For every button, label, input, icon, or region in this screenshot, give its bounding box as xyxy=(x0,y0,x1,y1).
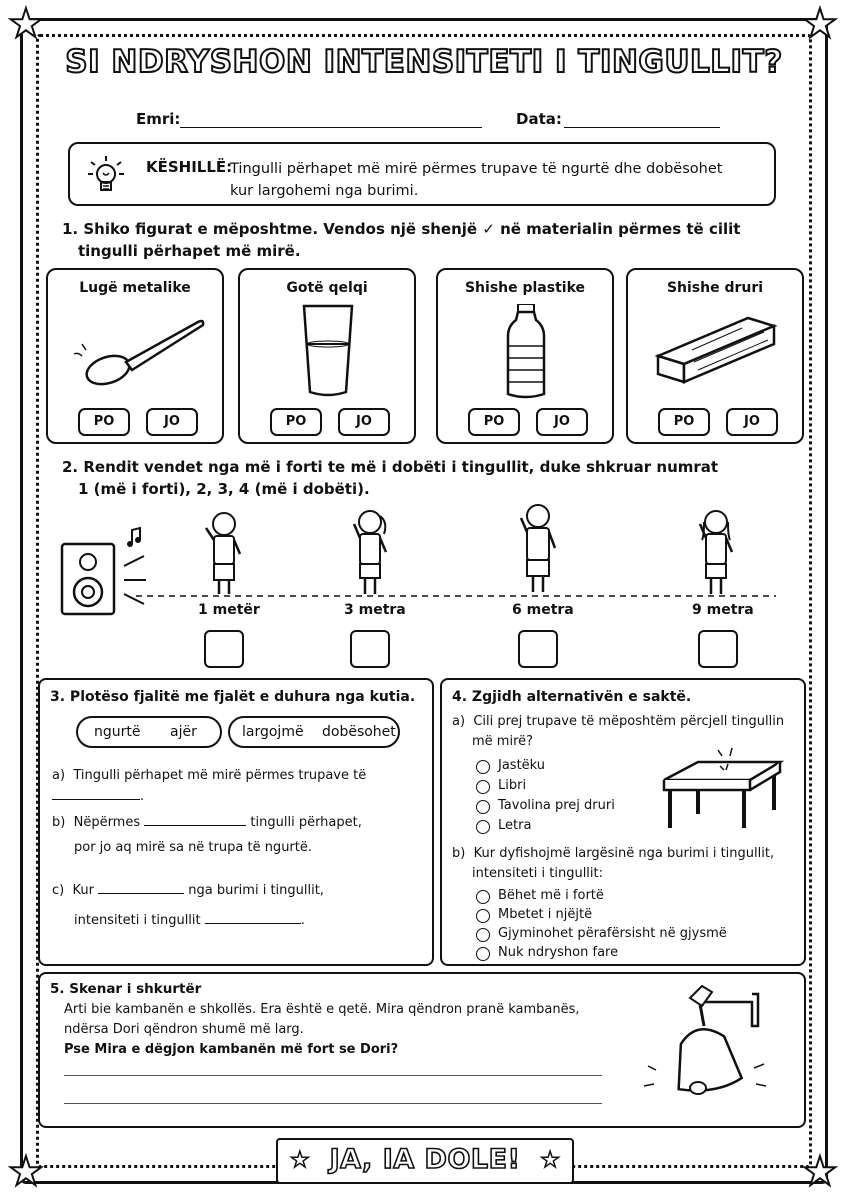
table-icon xyxy=(658,744,784,836)
sentence-text: Tingulli përhapet më mirë përmes trupave të xyxy=(73,768,367,783)
sentence-text: por jo aq mirë sa në trupa të ngurtë. xyxy=(74,840,312,855)
q2-line: 1 (më i forti), 2, 3, 4 (më i dobëti). xyxy=(78,480,370,498)
rank-box[interactable] xyxy=(204,630,244,668)
radio-option[interactable] xyxy=(476,928,490,942)
card-wood-block xyxy=(626,268,804,444)
tip-box xyxy=(68,142,776,206)
child-figure xyxy=(700,511,732,594)
distance-label: 6 metra xyxy=(512,602,574,618)
sentence-text: intensiteti i tingullit xyxy=(74,913,201,928)
rank-box[interactable] xyxy=(518,630,558,668)
item-label: a) xyxy=(52,768,66,783)
star-icon: ★ xyxy=(802,1,838,47)
option-label: Mbetet i njëjtë xyxy=(498,907,593,922)
distance-label: 3 metra xyxy=(344,602,406,618)
name-field[interactable] xyxy=(180,112,482,128)
q5-panel xyxy=(38,972,806,1128)
q4-title: 4. Zgjidh alternativën e saktë. xyxy=(452,689,692,705)
distance-label: 9 metra xyxy=(692,602,754,618)
no-button[interactable]: JO xyxy=(146,408,198,436)
answer-blank[interactable] xyxy=(144,812,246,826)
radio-option[interactable] xyxy=(476,800,490,814)
option-label: Nuk ndryshon fare xyxy=(498,945,619,960)
option-label: Gjyminohet përafërsisht në gjysmë xyxy=(498,926,727,941)
q3-sentence-b xyxy=(52,812,362,833)
answer-line[interactable] xyxy=(64,1102,602,1104)
item-label: b) xyxy=(452,846,466,861)
yes-button[interactable]: PO xyxy=(270,408,322,436)
distance-label: 1 metër xyxy=(198,602,260,618)
card-title: Shishe druri xyxy=(666,280,764,296)
q1-line: 1. Shiko figurat e mëposhtme. Vendos një shenjë ✓ në materialin përmes të cilit xyxy=(62,220,741,238)
answer-line[interactable] xyxy=(64,1074,602,1076)
card-plastic-bottle xyxy=(436,268,614,444)
tip-line: kur largohemi nga burimi. xyxy=(230,183,419,199)
q4-panel xyxy=(440,678,806,966)
scenario-text: Arti bie kambanën e shkollës. Era është e qetë. Mira qëndron pranë kambanës, xyxy=(64,1002,580,1017)
tip-text xyxy=(230,158,760,202)
word: largojmë xyxy=(242,724,304,740)
star-icon: ★ xyxy=(8,1149,44,1195)
question-text: Kur dyfishojmë largësinë nga burimi i tingullit, xyxy=(473,846,775,861)
sentence-text: tingulli përhapet, xyxy=(250,815,362,830)
word: ngurtë xyxy=(94,724,141,740)
scenario-question: Pse Mira e dëgjon kambanën më fort se Dori? xyxy=(64,1042,399,1057)
q4-question-a xyxy=(452,712,784,732)
no-button[interactable]: JO xyxy=(338,408,390,436)
question-text: më mirë? xyxy=(472,734,534,749)
rank-box[interactable] xyxy=(698,630,738,668)
name-label: Emri: xyxy=(136,110,181,128)
page-title: SI NDRYSHON INTENSITETI I TINGULLIT? xyxy=(65,44,783,80)
bell-icon xyxy=(634,980,784,1118)
radio-option[interactable] xyxy=(476,909,490,923)
q5-title: 5. Skenar i shkurtër xyxy=(50,981,202,997)
child-figure xyxy=(206,513,240,594)
card-title: Lugë metalike xyxy=(79,280,191,296)
date-field[interactable] xyxy=(564,112,720,128)
date-label: Data: xyxy=(516,110,562,128)
q1-line: tingulli përhapet më mirë. xyxy=(78,242,301,260)
q4-question-b xyxy=(452,844,774,864)
word: ajër xyxy=(170,724,197,740)
question-text: Cili prej trupave të mëposhtëm përcjell tingullin xyxy=(473,714,785,729)
yes-button[interactable]: PO xyxy=(658,408,710,436)
banner-text: JA, IA DOLE! xyxy=(329,1144,521,1175)
q2-instruction xyxy=(62,456,718,500)
card-glass xyxy=(238,268,416,444)
plastic-bottle-icon xyxy=(448,304,604,404)
option-label: Tavolina prej druri xyxy=(498,798,615,813)
option-label: Letra xyxy=(498,818,532,833)
glass-icon xyxy=(250,304,406,404)
radio-option[interactable] xyxy=(476,947,490,961)
answer-blank[interactable] xyxy=(205,910,301,924)
card-metal-spoon xyxy=(46,268,224,444)
option-label: Bëhet më i fortë xyxy=(498,888,604,903)
option-label: Libri xyxy=(498,778,527,793)
card-title: Shishe plastike xyxy=(464,280,586,296)
sentence-text: Nëpërmes xyxy=(73,815,141,830)
radio-option[interactable] xyxy=(476,890,490,904)
q2-line: 2. Rendit vendet nga më i forti te më i dobëti i tingullit, duke shkruar numrat xyxy=(62,458,719,476)
yes-button[interactable]: PO xyxy=(78,408,130,436)
tip-label: KËSHILLË: xyxy=(146,158,233,176)
radio-option[interactable] xyxy=(476,780,490,794)
tip-line: Tingulli përhapet më mirë përmes trupave të ngurtë dhe dobësohet xyxy=(230,161,723,177)
q3-sentence-c xyxy=(52,880,324,901)
sentence-text: Kur xyxy=(72,883,94,898)
period: . xyxy=(140,789,145,804)
word-box xyxy=(228,716,400,748)
item-label: a) xyxy=(452,714,466,729)
sound-distance-scene xyxy=(56,500,796,630)
option-label: Jastëku xyxy=(498,758,546,773)
q1-instruction xyxy=(62,218,740,262)
radio-option[interactable] xyxy=(476,820,490,834)
no-button[interactable]: JO xyxy=(726,408,778,436)
card-title: Gotë qelqi xyxy=(286,280,368,296)
word: dobësohet xyxy=(322,724,396,740)
word-box xyxy=(76,716,222,748)
q3-sentence-a xyxy=(52,766,432,807)
star-icon: ★ xyxy=(540,1148,560,1173)
wood-block-icon xyxy=(638,304,794,404)
footer-banner xyxy=(276,1138,574,1184)
q3-panel xyxy=(38,678,434,966)
answer-blank[interactable] xyxy=(52,786,140,800)
lightbulb-icon xyxy=(84,152,128,198)
yes-button[interactable]: PO xyxy=(468,408,520,436)
item-label: b) xyxy=(52,815,66,830)
star-icon: ★ xyxy=(290,1148,310,1173)
radio-option[interactable] xyxy=(476,760,490,774)
item-label: c) xyxy=(52,883,65,898)
question-text: intensiteti i tingullit: xyxy=(472,866,604,881)
spoon-icon xyxy=(58,304,214,404)
star-icon: ★ xyxy=(8,1,44,47)
q3-title: 3. Plotëso fjalitë me fjalët e duhura nga kutia. xyxy=(50,689,416,705)
period: . xyxy=(300,913,305,928)
scenario-text: ndërsa Dori qëndron shumë më larg. xyxy=(64,1022,304,1037)
star-icon: ★ xyxy=(802,1149,838,1195)
speaker-icon xyxy=(62,528,146,614)
no-button[interactable]: JO xyxy=(536,408,588,436)
child-figure xyxy=(354,511,386,594)
answer-blank[interactable] xyxy=(98,880,184,894)
q3-sentence-c2 xyxy=(74,910,305,931)
sentence-text: nga burimi i tingullit, xyxy=(188,883,324,898)
rank-box[interactable] xyxy=(350,630,390,668)
child-figure xyxy=(521,505,555,592)
